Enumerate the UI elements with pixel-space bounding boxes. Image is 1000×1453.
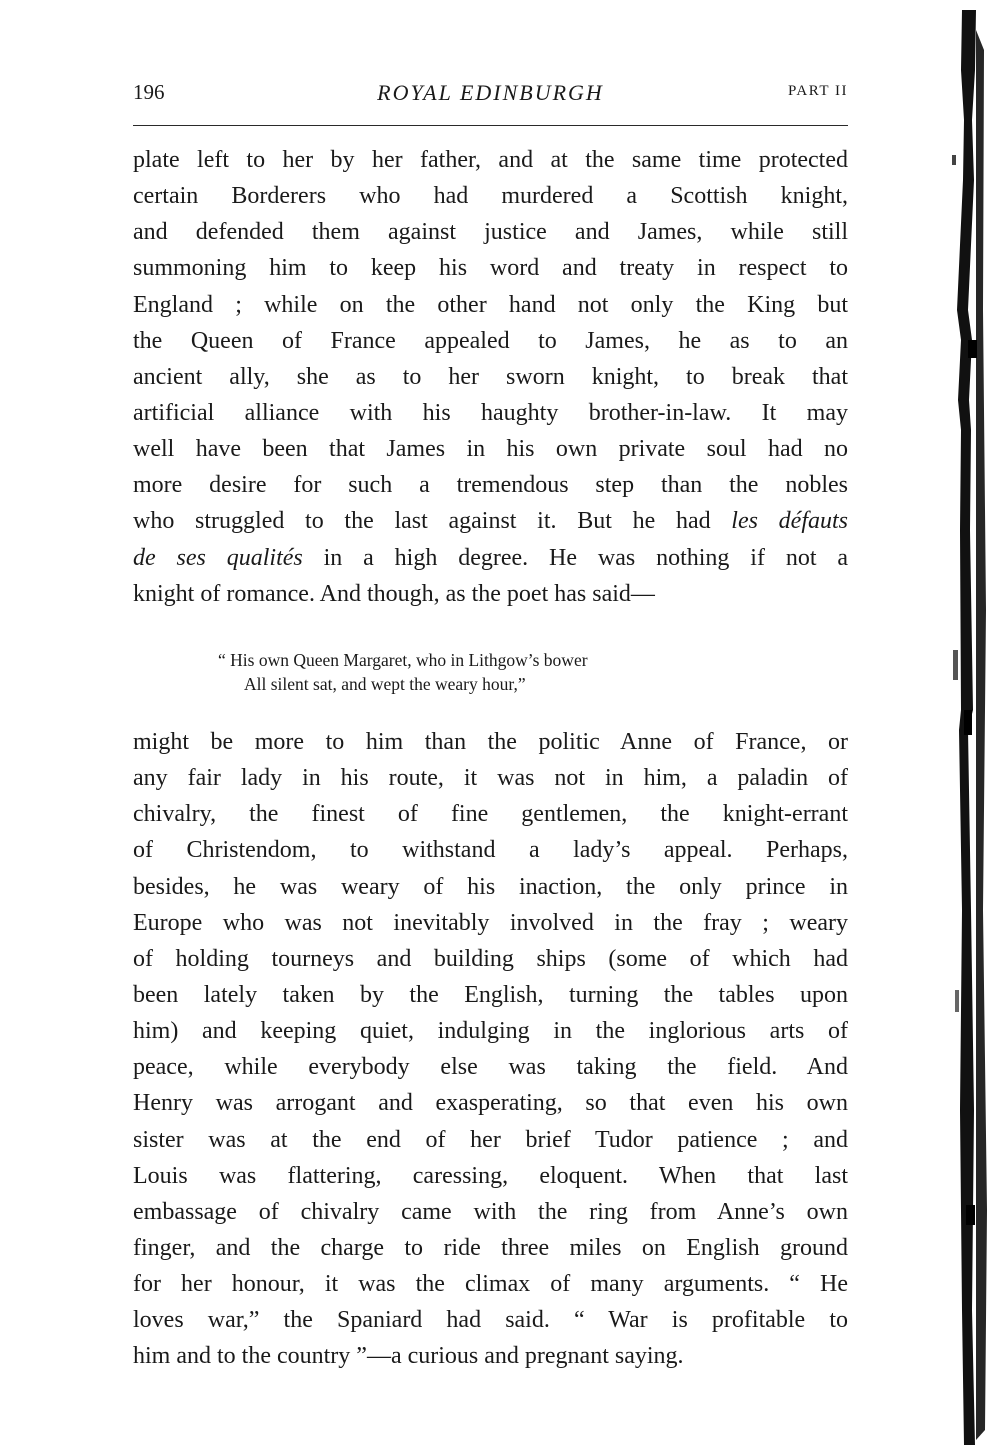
text-line: him) and keeping quiet, indulging in the inglorious arts of	[133, 1018, 848, 1045]
page-header	[133, 80, 848, 112]
text-line: Europe who was not inevitably involved in the fray ; weary	[133, 909, 848, 936]
scanned-binding-edge	[950, 10, 990, 1445]
text-line: plate left to her by her father, and at the same time protected	[133, 147, 848, 173]
text-line: peace, while everybody else was taking the field. And	[133, 1054, 848, 1081]
text-line: the Queen of France appealed to James, he as to an	[133, 327, 848, 354]
text-line: any fair lady in his route, it was not in him, a paladin of	[133, 765, 848, 792]
text-line: and defended them against justice and James, while still	[133, 219, 848, 246]
text-line: certain Borderers who had murdered a Scottish knight,	[133, 183, 848, 210]
italic-phrase: de ses qualités	[133, 544, 303, 571]
text-line: of holding tourneys and building ships (some of which had	[133, 945, 848, 972]
text-line: of Christendom, to withstand a lady’s appeal. Perhaps,	[133, 837, 848, 864]
text-line: for her honour, it was the climax of many arguments. “ He	[133, 1271, 848, 1298]
text-line: been lately taken by the English, turning the tables upon	[133, 981, 848, 1008]
italic-phrase: les défauts	[731, 508, 848, 535]
verse-quotation	[218, 648, 588, 696]
text-line: loves war,” the Spaniard had said. “ War is profitable to	[133, 1307, 848, 1334]
text-line: embassage of chivalry came with the ring from Anne’s own	[133, 1198, 848, 1225]
text-line: more desire for such a tremendous step than the nobles	[133, 472, 848, 499]
text-line: ancient ally, she as to her sworn knight, to break that	[133, 363, 848, 390]
text-line: artificial alliance with his haughty brother-in-law. It may	[133, 399, 848, 426]
paragraph-1	[133, 142, 848, 612]
text-line: him and to the country ”—a curious and pregnant saying.	[133, 1343, 684, 1370]
page-number: 196	[133, 80, 165, 104]
text-line: sister was at the end of her brief Tudor patience ; and	[133, 1126, 848, 1153]
running-title: ROYAL EDINBURGH	[377, 80, 604, 105]
header-rule	[133, 125, 848, 126]
line-text: in a high degree. He was nothing if not a	[323, 544, 849, 571]
text-line: Henry was arrogant and exasperating, so that even his own	[133, 1090, 848, 1117]
text-line: Louis was flattering, caressing, eloquent. When that last	[133, 1162, 848, 1189]
paragraph-2	[133, 724, 848, 1375]
text-line: finger, and the charge to ride three miles on English ground	[133, 1234, 848, 1261]
text-line	[133, 540, 848, 576]
line-text: who struggled to the last against it. But he had	[133, 508, 732, 535]
text-line: chivalry, the finest of fine gentlemen, the knight-errant	[133, 801, 848, 828]
verse-line: “ His own Queen Margaret, who in Lithgow’s bower	[218, 650, 588, 670]
verse-line: All silent sat, and wept the weary hour,”	[244, 674, 526, 694]
part-label: PART II	[787, 83, 848, 99]
text-line	[133, 503, 848, 539]
text-line: summoning him to keep his word and treaty in respect to	[133, 255, 848, 282]
text-line: well have been that James in his own private soul had no	[133, 436, 848, 463]
text-line: might be more to him than the politic Anne of France, or	[133, 729, 848, 755]
text-line: besides, he was weary of his inaction, the only prince in	[133, 873, 848, 900]
text-line: England ; while on the other hand not only the King but	[133, 291, 848, 318]
text-line: knight of romance. And though, as the poet has said—	[133, 580, 655, 607]
